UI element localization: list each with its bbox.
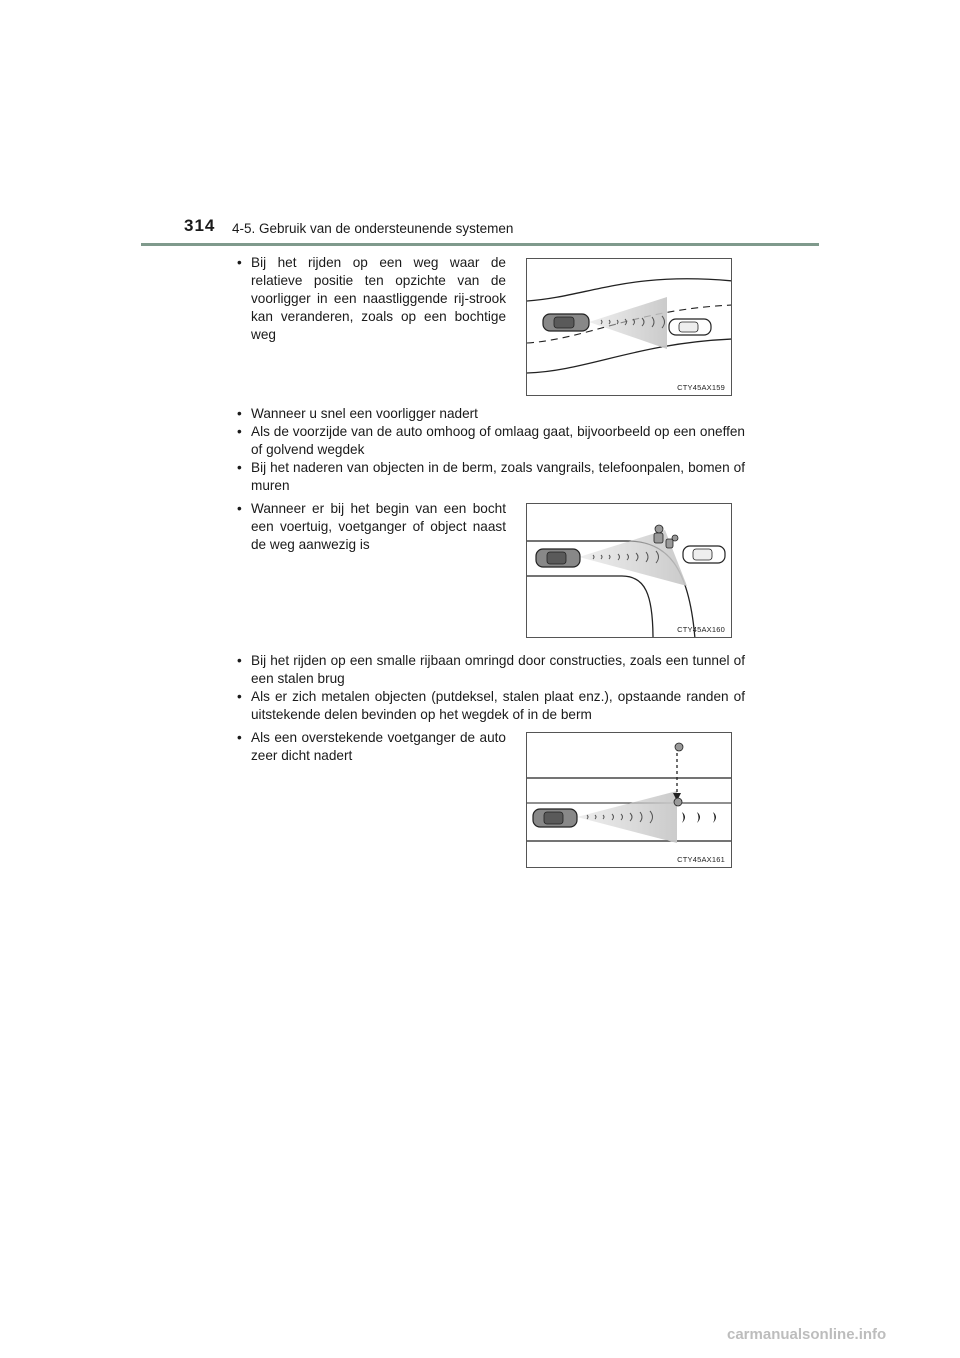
bullet-curvy-road: • Bij het rijden op een weg waar de relatieve positie ten opzichte van de voorligger in een naastliggende rij-strook kan veranderen, zoals op een bochtige weg <box>237 254 506 344</box>
bullet-metal-objects: • Als er zich metalen objecten (putdeksel, stalen plaat enz.), opstaande randen of uitstekende delen bevinden op het wegdek of in de berm <box>237 688 745 724</box>
figure-curvy-road <box>526 258 732 396</box>
preceding-car-icon <box>683 546 725 563</box>
preceding-car-icon <box>669 319 711 335</box>
figure-start-of-bend <box>526 503 732 638</box>
bullet-uneven-road: • Als de voorzijde van de auto omhoog of omlaag gaat, bijvoorbeeld op een oneffen of golvend wegdek <box>237 423 745 459</box>
bullet-narrow-lane: • Bij het rijden op een smalle rijbaan omringd door constructies, zoals een tunnel of een stalen brug <box>237 652 745 688</box>
own-car-icon <box>533 809 577 827</box>
bullet-approaching-fast: • Wanneer u snel een voorligger nadert <box>237 405 745 423</box>
figure-crossing-pedestrian <box>526 732 732 868</box>
bullet-roadside-objects: • Bij het naderen van objecten in de berm, zoals vangrails, telefoonpalen, bomen of muren <box>237 459 745 495</box>
header-rule <box>141 243 819 246</box>
watermark: carmanualsonline.info <box>727 1326 887 1343</box>
page-number: 314 <box>184 216 216 235</box>
figure-code: CTY45AX161 <box>677 855 725 864</box>
section-title: 4-5. Gebruik van de ondersteunende systemen <box>232 221 514 236</box>
figure-code: CTY45AX159 <box>677 383 725 392</box>
own-car-icon <box>536 549 580 567</box>
own-car-icon <box>543 314 589 331</box>
bullet-crossing-pedestrian: • Als een overstekende voetganger de auto zeer dicht nadert <box>237 729 506 765</box>
figure-code: CTY45AX160 <box>677 625 725 634</box>
bullet-start-of-bend: • Wanneer er bij het begin van een bocht een voertuig, voetganger of object naast de weg aanwezig is <box>237 500 506 554</box>
